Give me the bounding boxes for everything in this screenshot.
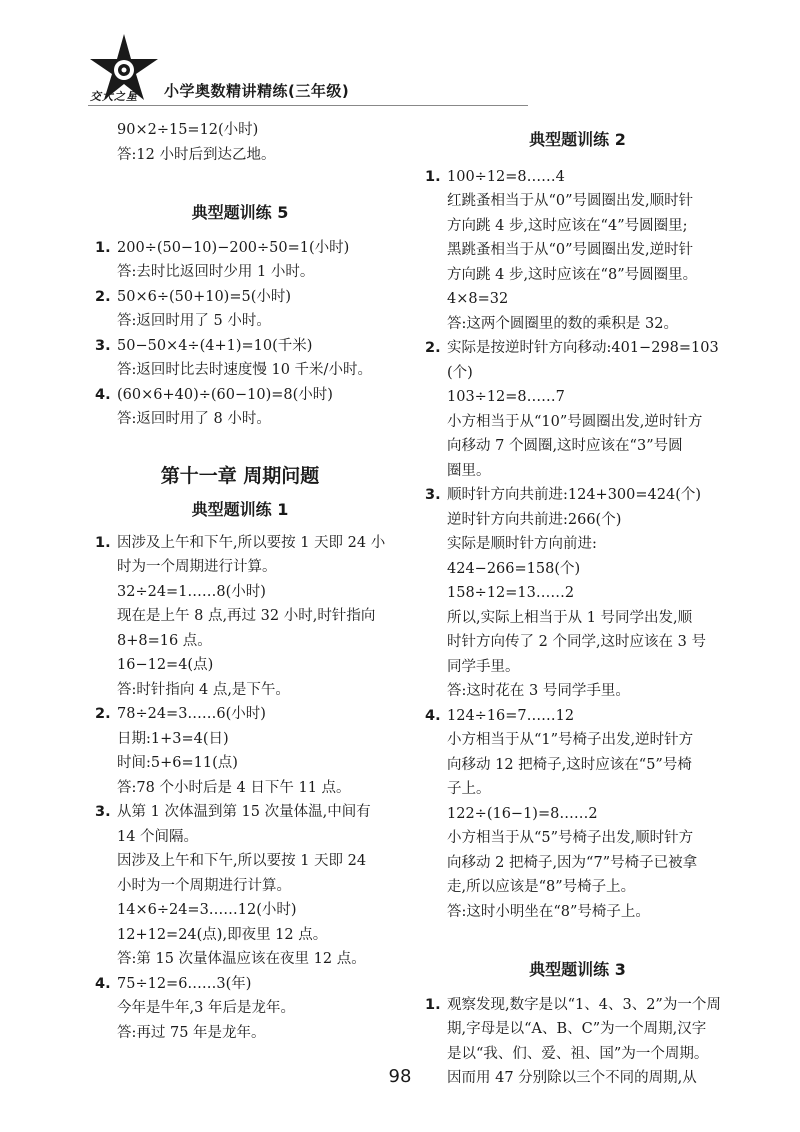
text-line: 顺时针方向共前进:124+300=424(个) bbox=[447, 487, 702, 503]
text-line: 圈里。 bbox=[447, 462, 491, 479]
answer-item bbox=[425, 165, 730, 337]
text-line: 14×6÷24=3……12(小时) bbox=[117, 902, 297, 918]
book-title: 小学奥数精讲精练(三年级) bbox=[164, 82, 350, 100]
item-number: 2. bbox=[95, 706, 111, 722]
text-line: 124÷16=7……12 bbox=[447, 707, 575, 724]
text-line: 逆时针方向共前进:266(个) bbox=[447, 511, 622, 528]
text-line: 78÷24=3……6(小时) bbox=[117, 706, 266, 722]
text-line: 200÷(50−10)−200÷50=1(小时) bbox=[117, 239, 350, 256]
text-line: 4×8=32 bbox=[447, 291, 509, 307]
text-line: 黑跳蚤相当于从“0”号圆圈出发,逆时针 bbox=[447, 242, 694, 258]
text-line: 答:第 15 次量体温应该在夜里 12 点。 bbox=[117, 951, 366, 967]
page-header bbox=[88, 32, 528, 110]
section-title: 典型题训练 2 bbox=[529, 130, 626, 149]
text-line: 现在是上午 8 点,再过 32 小时,时针指向 bbox=[117, 608, 376, 624]
right-column bbox=[425, 118, 730, 1091]
text-line: 12+12=24(点),即夜里 12 点。 bbox=[117, 926, 328, 943]
item-number: 1. bbox=[425, 168, 441, 185]
item-number: 1. bbox=[95, 239, 111, 256]
text-line: 向移动 12 把椅子,这时应该在“5”号椅 bbox=[447, 756, 692, 773]
text-line: 100÷12=8……4 bbox=[447, 168, 565, 185]
text-line: 小方相当于从“1”号椅子出发,逆时针方 bbox=[447, 732, 694, 748]
answer-item bbox=[95, 800, 385, 972]
text-line: 75÷12=6……3(年) bbox=[117, 975, 252, 992]
text-line: (个) bbox=[447, 364, 473, 381]
answer-item bbox=[425, 704, 730, 925]
answer-item bbox=[95, 285, 385, 334]
answer-item bbox=[425, 336, 730, 483]
item-number: 2. bbox=[425, 340, 441, 356]
text-line: 50−50×4÷(4+1)=10(千米) bbox=[117, 337, 313, 354]
item-number: 3. bbox=[95, 804, 111, 820]
text-line: 32÷24=1……8(小时) bbox=[117, 583, 266, 600]
text-line: 同学手里。 bbox=[447, 658, 520, 675]
text-line: 158÷12=13……2 bbox=[447, 585, 575, 601]
text-line: 期,字母是以“A、B、C”为一个周期,汉字 bbox=[447, 1021, 707, 1037]
item-number: 4. bbox=[425, 707, 441, 724]
text-line: 答:这时花在 3 号同学手里。 bbox=[447, 683, 630, 699]
text-line: 红跳蚤相当于从“0”号圆圈出发,顺时针 bbox=[447, 193, 694, 209]
section-title: 典型题训练 5 bbox=[191, 203, 289, 222]
page-number: 98 bbox=[388, 1066, 412, 1087]
text-line: 90×2÷15=12(小时) bbox=[117, 122, 259, 138]
text-line: 日期:1+3=4(日) bbox=[117, 730, 229, 747]
text-line: 50×6÷(50+10)=5(小时) bbox=[117, 288, 292, 305]
text-line: 向移动 7 个圆圈,这时应该在“3”号圆 bbox=[447, 438, 683, 454]
text-line: 8+8=16 点。 bbox=[117, 632, 212, 649]
text-line: 向移动 2 把椅子,因为“7”号椅子已被拿 bbox=[447, 854, 698, 871]
text-line: 从第 1 次体温到第 15 次量体温,中间有 bbox=[117, 804, 371, 820]
text-line: 103÷12=8……7 bbox=[447, 389, 565, 405]
text-line: 走,所以应该是“8”号椅子上。 bbox=[447, 879, 636, 895]
chapter-title: 第十一章 周期问题 bbox=[160, 464, 320, 487]
text-line: 14 个间隔。 bbox=[117, 828, 199, 845]
text-line: 方向跳 4 步,这时应该在“8”号圆圈里。 bbox=[447, 266, 698, 283]
text-line: 所以,实际上相当于从 1 号同学出发,顺 bbox=[447, 609, 693, 626]
text-line: 424−266=158(个) bbox=[447, 560, 581, 577]
text-line: 答:返回时用了 5 小时。 bbox=[117, 313, 271, 329]
answer-item bbox=[95, 236, 385, 285]
text-line: 答:这两个圆圈里的数的乘积是 32。 bbox=[447, 315, 678, 332]
intro-answer bbox=[95, 118, 385, 167]
item-number: 3. bbox=[425, 487, 441, 503]
header-divider bbox=[88, 105, 528, 106]
section-title: 典型题训练 3 bbox=[529, 960, 626, 979]
text-line: 子上。 bbox=[447, 781, 491, 797]
brand-name: 交大之星 bbox=[90, 90, 138, 103]
text-line: 答:时针指向 4 点,是下午。 bbox=[117, 681, 290, 698]
answer-item bbox=[95, 702, 385, 800]
item-number: 4. bbox=[95, 386, 111, 403]
text-line: 16−12=4(点) bbox=[117, 657, 214, 673]
text-line: 实际是按逆时针方向移动:401−298=103 bbox=[447, 340, 719, 356]
text-line: 答:这时小明坐在“8”号椅子上。 bbox=[447, 903, 650, 920]
text-line: 小时为一个周期进行计算。 bbox=[117, 877, 291, 894]
text-line: 时间:5+6=11(点) bbox=[117, 755, 238, 771]
text-line: 今年是牛年,3 年后是龙年。 bbox=[117, 1000, 295, 1016]
text-line: 小方相当于从“5”号椅子出发,顺时针方 bbox=[447, 830, 694, 846]
text-line: 答:去时比返回时少用 1 小时。 bbox=[117, 264, 315, 280]
item-number: 2. bbox=[95, 288, 111, 305]
text-line: 时为一个周期进行计算。 bbox=[117, 559, 277, 575]
text-line: 观察发现,数字是以“1、4、3、2”为一个周 bbox=[447, 996, 721, 1013]
text-line: 因而用 47 分别除以三个不同的周期,从 bbox=[447, 1070, 697, 1086]
text-line: 答:返回时比去时速度慢 10 千米/小时。 bbox=[117, 362, 372, 378]
text-line: 因涉及上午和下午,所以要按 1 天即 24 小 bbox=[117, 534, 386, 551]
text-line: (60×6+40)÷(60−10)=8(小时) bbox=[117, 386, 333, 403]
answer-item bbox=[95, 972, 385, 1046]
text-line: 答:返回时用了 8 小时。 bbox=[117, 411, 271, 427]
text-line: 答:再过 75 年是龙年。 bbox=[117, 1024, 266, 1041]
item-number: 1. bbox=[95, 534, 111, 551]
answer-item bbox=[95, 531, 385, 703]
text-line: 122÷(16−1)=8……2 bbox=[447, 805, 598, 822]
item-number: 1. bbox=[425, 996, 441, 1013]
answer-item bbox=[95, 383, 385, 432]
item-number: 3. bbox=[95, 337, 111, 354]
text-line: 答:78 个小时后是 4 日下午 11 点。 bbox=[117, 779, 351, 796]
text-line: 时针方向传了 2 个同学,这时应该在 3 号 bbox=[447, 634, 706, 650]
text-line: 是以“我、们、爱、祖、国”为一个周期。 bbox=[447, 1045, 709, 1062]
answer-item bbox=[95, 334, 385, 383]
item-number: 4. bbox=[95, 975, 111, 992]
text-line: 方向跳 4 步,这时应该在“4”号圆圈里; bbox=[447, 217, 688, 234]
section-title: 典型题训练 1 bbox=[191, 500, 289, 519]
text-line: 因涉及上午和下午,所以要按 1 天即 24 bbox=[117, 853, 367, 869]
left-column bbox=[95, 118, 385, 1045]
text-line: 实际是顺时针方向前进: bbox=[447, 536, 597, 552]
answer-item bbox=[425, 483, 730, 704]
text-line: 答:12 小时后到达乙地。 bbox=[117, 146, 276, 163]
text-line: 小方相当于从“10”号圆圈出发,逆时针方 bbox=[447, 413, 703, 430]
